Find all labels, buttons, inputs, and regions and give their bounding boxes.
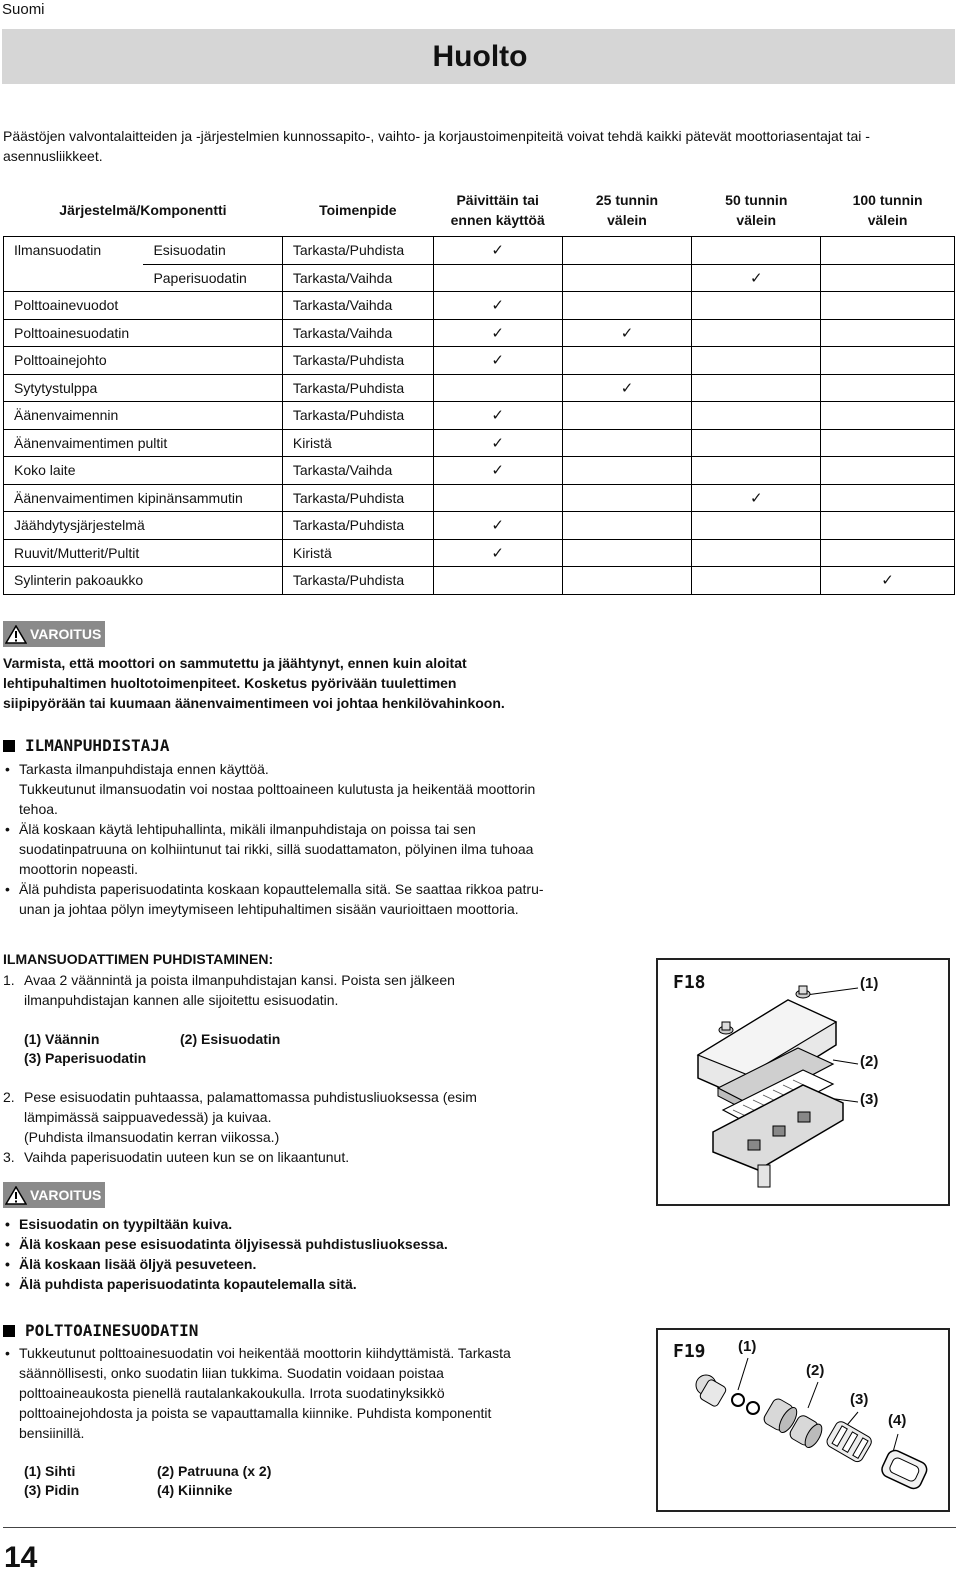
check-icon: ✓: [433, 319, 562, 347]
check-icon: ✓: [433, 402, 562, 430]
part-1-label: (1) Sihti: [24, 1463, 76, 1479]
table-row: Sytytystulppa Tarkasta/Puhdista ✓: [4, 374, 955, 402]
figure-f19: [656, 1328, 950, 1512]
check-icon: ✓: [692, 484, 821, 512]
check-icon: ✓: [433, 457, 562, 485]
table-row: Ilmansuodatin Esisuodatin Tarkasta/Puhdista ✓: [4, 237, 955, 265]
header-50h: 50 tunnin välein: [692, 184, 821, 237]
figure-label: F18: [673, 972, 706, 993]
warning-text: Varmista, että moottori on sammutettu ja jäähtynyt, ennen kuin aloitat lehtipuhaltimen huoltotoimenpiteet. Kosketus pyörivään tuulettimen siipipyörään tai kuumaan äänenvaimentimeen voi johtaa henkilövahinkoon.: [3, 655, 505, 711]
table-row: Äänenvaimentimen pultit Kiristä ✓: [4, 429, 955, 457]
table-row: Polttoainesuodatin Tarkasta/Vaihda ✓ ✓: [4, 319, 955, 347]
check-icon: ✓: [692, 264, 821, 292]
warning-badge: VAROITUS: [3, 1182, 105, 1208]
square-bullet-icon: [3, 1325, 15, 1337]
callout-3: (3): [850, 1391, 869, 1408]
header-daily: Päivittäin tai ennen käyttöä: [433, 184, 562, 237]
list-item: • Älä koskaan lisää öljyä pesuveteen.: [3, 1254, 623, 1274]
list-item: • Älä koskaan käytä lehtipuhallinta, mikäli ilmanpuhdistaja on poissa tai sen suodatinpatruuna on kolhiintunut tai rikki, sillä suodattamaton, pölyinen ilma tuhoaa moottorin nopeasti.: [3, 819, 623, 879]
callout-4: (4): [888, 1412, 907, 1429]
list-item: • Tukkeutunut polttoainesuodatin voi heikentää moottorin kiihdyttämistä. Tarkasta säännöllisesti, onko suodatin liian tukkima. Suodatin voidaan poistaa polttoaineaukosta pienellä rautalankakoukulla. Irrota suodatinyksikkö polttoainejohdosta ja poista se vapauttamalla kiinnike. Puhdista komponentit bensiinillä.: [3, 1343, 623, 1443]
check-icon: ✓: [433, 539, 562, 567]
check-icon: ✓: [433, 429, 562, 457]
warning-badge: VAROITUS: [3, 621, 105, 647]
cleaning-step-3: 3. Vaihda paperisuodatin uuteen kun se on likaantunut.: [3, 1149, 350, 1165]
table-row: Äänenvaimennin Tarkasta/Puhdista ✓: [4, 402, 955, 430]
check-icon: ✓: [821, 567, 955, 595]
list-item: • Esisuodatin on tyypiltään kuiva.: [3, 1214, 623, 1234]
part-2-label: (2) Patruuna (x 2): [157, 1463, 272, 1479]
cleaning-heading: ILMANSUODATTIMEN PUHDISTAMINEN:: [3, 951, 274, 967]
cleaning-step-1: 1. Avaa 2 väännintä ja poista ilmanpuhdistajan kansi. Poista sen jälkeen ilmanpuhdistajan kannen alle sijoitettu esisuodatin.: [3, 972, 455, 1008]
check-icon: ✓: [562, 319, 692, 347]
warning-triangle-icon: [5, 1186, 27, 1205]
page-title: Huolto: [432, 40, 528, 73]
part-1-label: (1) Väännin: [24, 1031, 100, 1047]
warning-list: [3, 1214, 623, 1294]
table-row: Jäähdytysjärjestelmä Tarkasta/Puhdista ✓: [4, 512, 955, 540]
square-bullet-icon: [3, 740, 15, 752]
table-row: Paperisuodatin Tarkasta/Vaihda ✓: [4, 264, 955, 292]
air-cleaner-illustration: [658, 960, 948, 1204]
callout-2: (2): [860, 1053, 879, 1070]
part-3-label: (3) Paperisuodatin: [24, 1050, 147, 1066]
section-heading-fuel-filter: POLTTOAINESUODATIN: [3, 1321, 198, 1340]
table-row: Polttoainevuodot Tarkasta/Vaihda ✓: [4, 292, 955, 320]
section-heading-air-cleaner: ILMANPUHDISTAJA: [3, 736, 170, 755]
list-item: • Tarkasta ilmanpuhdistaja ennen käyttöä. Tukkeutunut ilmansuodatin voi nostaa polttoaineen kulutusta ja heikentää moottorin tehoa.: [3, 759, 623, 819]
callout-3: (3): [860, 1091, 879, 1108]
part-4-label: (4) Kiinnike: [157, 1482, 233, 1498]
footer-rule: [3, 1527, 956, 1528]
part-2-label: (2) Esisuodatin: [180, 1031, 281, 1047]
list-item: • Älä puhdista paperisuodatinta koskaan kopauttelemalla sitä. Se saattaa rikkoa patru- unan ja johtaa pölyn imeytymiseen lehtipuhaltimen sisään vaurioittaen moottoria.: [3, 879, 623, 919]
figure-f18: [656, 958, 950, 1206]
list-item: • Älä puhdista paperisuodatinta kopautelemalla sitä.: [3, 1274, 623, 1294]
header-25h: 25 tunnin välein: [562, 184, 692, 237]
table-header-row: [4, 184, 955, 237]
check-icon: ✓: [433, 512, 562, 540]
table-row: Koko laite Tarkasta/Vaihda ✓: [4, 457, 955, 485]
table-row: Sylinterin pakoaukko Tarkasta/Puhdista ✓: [4, 567, 955, 595]
fuel-filter-illustration: [658, 1330, 948, 1510]
check-icon: ✓: [433, 292, 562, 320]
page-number: 14: [4, 1541, 38, 1574]
header-action: Toimenpide: [282, 184, 433, 237]
intro-paragraph: Päästöjen valvontalaitteiden ja -järjestelmien kunnossapito-, vaihto- ja korjaustoimenpiteitä voivat tehdä kaikki pätevät moottoriasentajat tai -asennusliikkeet.: [3, 128, 870, 164]
list-item: • Älä koskaan pese esisuodatinta öljyisessä puhdistusliuoksessa.: [3, 1234, 623, 1254]
table-row: Polttoainejohto Tarkasta/Puhdista ✓: [4, 347, 955, 375]
callout-1: (1): [860, 975, 879, 992]
air-cleaner-list: [3, 759, 623, 919]
maintenance-table: [3, 184, 955, 595]
header-100h: 100 tunnin välein: [821, 184, 955, 237]
check-icon: ✓: [433, 237, 562, 265]
check-icon: ✓: [562, 374, 692, 402]
table-row: Ruuvit/Mutterit/Pultit Kiristä ✓: [4, 539, 955, 567]
cleaning-step-2: 2. Pese esisuodatin puhtaassa, palamattomassa puhdistusliuoksessa (esim lämpimässä saippuavedessä) ja kuivaa. (Puhdista ilmansuodatin kerran viikossa.): [3, 1089, 477, 1145]
figure-label: F19: [673, 1341, 706, 1362]
fuel-filter-list: [3, 1343, 623, 1443]
header-component: Järjestelmä/Komponentti: [4, 184, 283, 237]
callout-1: (1): [738, 1338, 757, 1355]
check-icon: ✓: [433, 347, 562, 375]
callout-2: (2): [806, 1362, 825, 1379]
language-label: Suomi: [2, 1, 45, 18]
part-3-label: (3) Pidin: [24, 1482, 80, 1498]
table-row: Äänenvaimentimen kipinänsammutin Tarkasta/Puhdista ✓: [4, 484, 955, 512]
warning-triangle-icon: [5, 625, 27, 644]
